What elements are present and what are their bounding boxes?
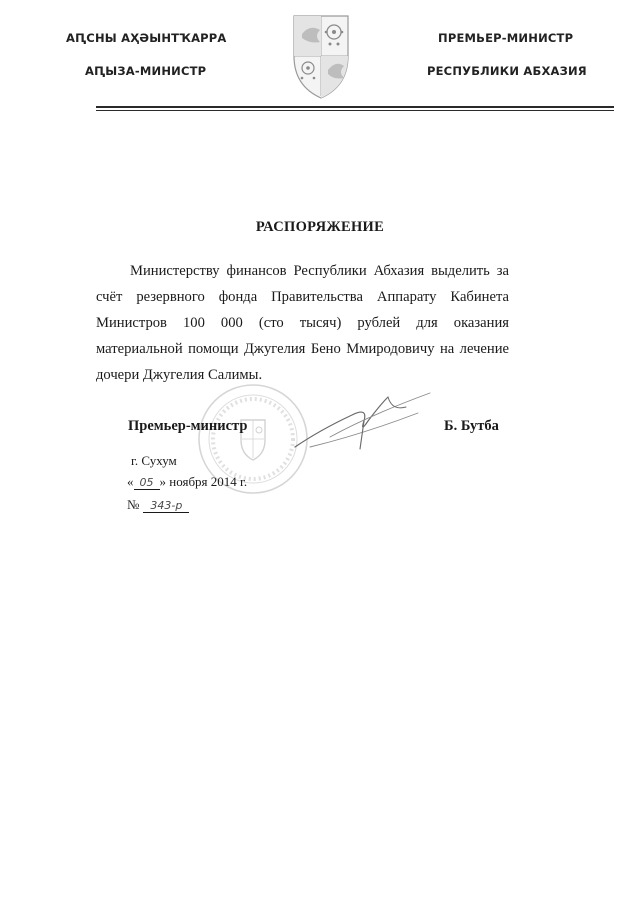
issue-city: г. Сухум: [131, 453, 177, 468]
issue-date: [127, 474, 247, 490]
header-left-line2: АԤЫЗА-МИНИСТР: [85, 64, 207, 78]
header-divider-thick: [96, 106, 614, 108]
document-body: Министерству финансов Республики Абхазия выделить за счёт резервного фонда Правительства Аппарату Кабинета Министров 100 000 (сто тысяч) рублей для оказания материальной помощи Джугелия Бено Ммиродовичу на лечение дочери Джугелия Салимы.: [96, 263, 509, 383]
abkhazia-coat-of-arms-icon: [290, 12, 352, 100]
signatory-name: Б. Бутба: [444, 418, 499, 434]
date-open-quote: «: [127, 474, 134, 489]
header-right-line2: РЕСПУБЛИКИ АБХАЗИЯ: [427, 64, 587, 78]
number-sign: №: [127, 497, 140, 512]
header-right-line1: ПРЕМЬЕР-МИНИСТР: [438, 31, 574, 45]
order-number: [127, 497, 189, 513]
handwritten-order-number: 343-р: [143, 499, 189, 513]
signatory-role: Премьер-министр: [128, 418, 248, 434]
date-month-year: » ноября 2014 г.: [159, 474, 248, 489]
header-divider-thin: [96, 110, 614, 111]
header-left-line1: АԤСНЫ АҲӘЫНТҠАРРА: [66, 31, 227, 45]
handwritten-signature-icon: [290, 385, 440, 455]
document-title: РАСПОРЯЖЕНИЕ: [255, 219, 385, 235]
handwritten-day: 05: [134, 476, 160, 490]
